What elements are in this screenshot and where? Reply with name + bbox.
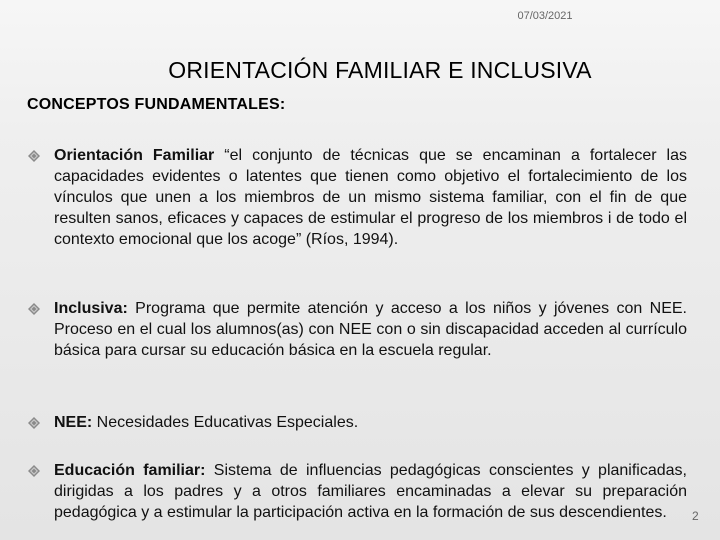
- diamond-bullet-icon: [28, 303, 40, 315]
- list-item-term: NEE:: [54, 414, 93, 431]
- diamond-bullet-icon: [28, 417, 40, 429]
- diamond-bullet-icon: [28, 150, 40, 162]
- page-number: 2: [692, 509, 699, 523]
- list-item-definition: Programa que permite atención y acceso a los niños y jóvenes con NEE. Proceso en el cual los alumnos(as) con NEE con o sin discapacidad acceden al currículo básica para cursar su educación básica en la escuela regular.: [54, 300, 687, 359]
- list-item-term: Inclusiva:: [54, 300, 128, 317]
- diamond-bullet-icon: [28, 465, 40, 477]
- slide-title: ORIENTACIÓN FAMILIAR E INCLUSIVA: [168, 57, 592, 83]
- list-item-definition: “el conjunto de técnicas que se encaminan a fortalecer las capacidades evidentes o latentes que tienen como objetivo el fortalecimiento de los vínculos que unen a los miembros de un mismo sistema familiar, con el fin de que resulten sanos, eficaces y capaces de estimular el progreso de los miembros i de todo el contexto emocional que los acoge” (Ríos, 1994).: [54, 147, 687, 248]
- list-item-term: Orientación Familiar: [54, 147, 215, 164]
- list-item-text: [54, 460, 687, 523]
- list-item-text: [54, 298, 687, 361]
- section-subtitle: CONCEPTOS FUNDAMENTALES:: [27, 96, 286, 113]
- list-item-definition: Necesidades Educativas Especiales.: [92, 414, 359, 431]
- slide-date: 07/03/2021: [517, 10, 573, 22]
- list-item-term: Educación familiar:: [54, 462, 206, 479]
- list-item-definition: Sistema de influencias pedagógicas conscientes y planificadas, dirigidas a los padres y a otros familiares encaminadas a elevar su preparación pedagógica y a estimular la participación activa en la formación de sus descendientes.: [54, 462, 688, 521]
- list-item-text: [54, 145, 687, 250]
- list-item-text: [54, 412, 687, 433]
